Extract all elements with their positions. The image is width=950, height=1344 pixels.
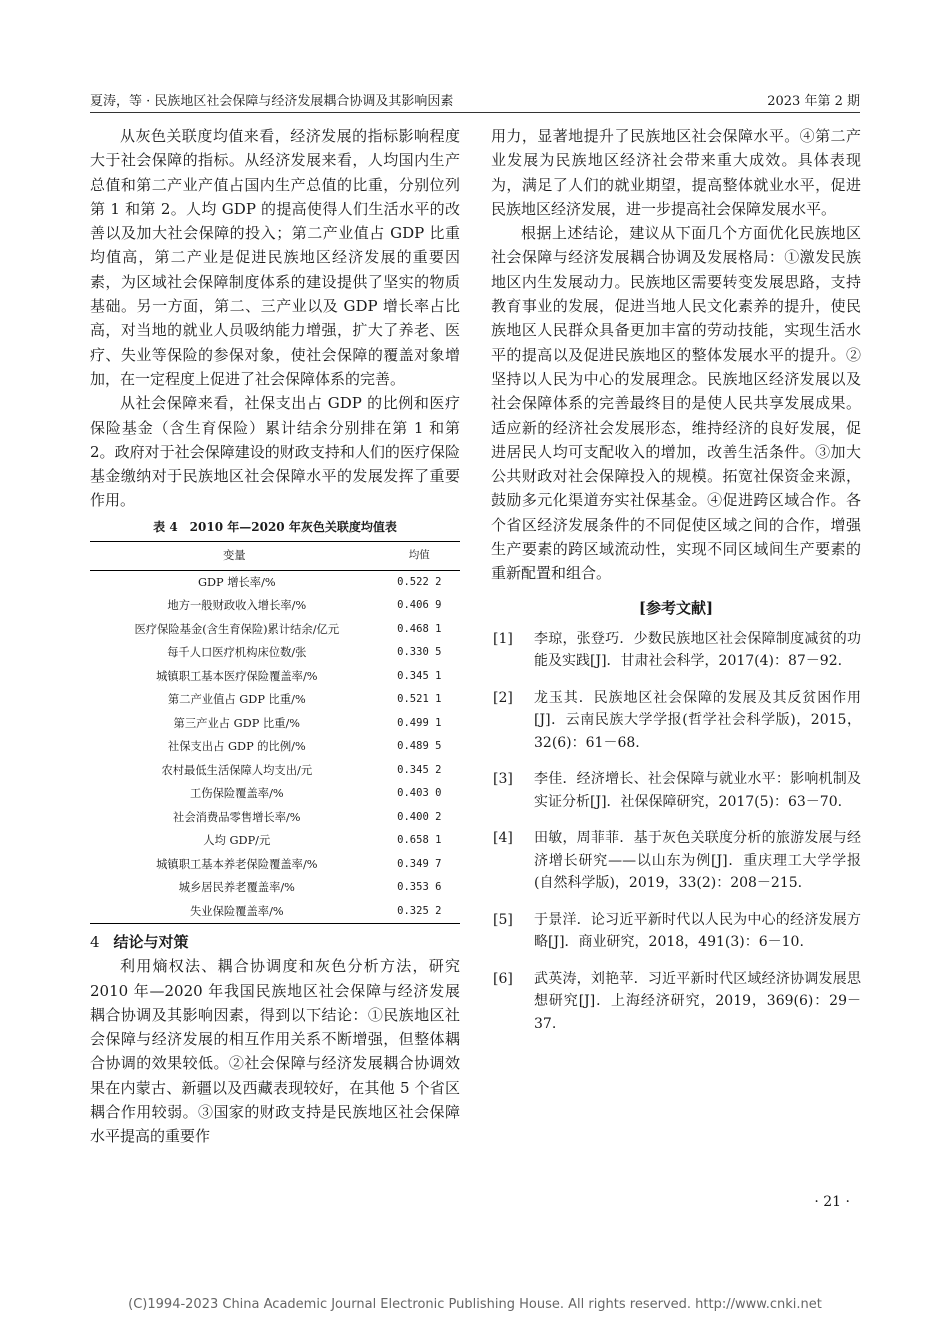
reference-text: 李佳．经济增长、社会保障与就业水平：影响机制及实证分析[J]．社保保障研究，2017(5)：63－70. <box>534 771 861 810</box>
table-cell-mean: 0.325 2 <box>397 904 442 917</box>
reference-text: 田敏，周菲菲．基于灰色关联度分析的旅游发展与经济增长研究——以山东为例[J]．重庆理工大学学报(自然科学版)，2019，33(2)：208－215. <box>534 830 861 892</box>
right-column <box>491 124 861 1049</box>
column-header-mean: 均值 <box>408 549 430 561</box>
page-number: · 21 · <box>814 1194 850 1210</box>
table-cell-variable: 社会消费品零售增长率/% <box>173 810 301 824</box>
table-row <box>90 829 460 853</box>
table-cell-mean: 0.353 6 <box>397 881 442 894</box>
table-row <box>90 735 460 759</box>
table-cell-mean: 0.658 1 <box>397 834 442 847</box>
section-number: 4 <box>90 933 100 952</box>
table-cell-variable: 第三产业占 GDP 比重/% <box>173 716 301 730</box>
table-cell-variable: GDP 增长率/% <box>197 575 276 589</box>
reference-index: [6] <box>493 970 513 987</box>
table-cell-variable: 地方一般财政收入增长率/% <box>167 599 307 613</box>
paragraph: 从社会保障来看，社保支出占 GDP 的比例和医疗保险基金（含生育保险）累计结余分别排在第 1 和第 2。政府对于社会保障建设的财政支持和人们的医疗保险基金缴纳对于民族地区社会保障水平的发展发挥了重要作用。 <box>90 394 460 510</box>
paragraph: 从灰色关联度均值来看，经济发展的指标影响程度大于社会保障的指标。从经济发展来看，人均国内生产总值和第二产业产值占国内生产总值的比重，分别位列第 1 和第 2。人均 GDP 的提高使得人们生活水平的改善以及加大社会保障的投入；第二产业值占 GDP 比重均值高，第二产业是促进民族地区经济发展的重要因素，为区域社会保障制度体系的建设提供了坚实的物质基础。另一方面，第二、三产业以及 GDP 增长率占比高，对当地的就业人员吸纳能力增强，扩大了养老、医疗、失业等保险的参保对象，使社会保障的覆盖对象增加，在一定程度上促进了社会保障体系的完善。 <box>90 127 460 388</box>
table-row <box>90 782 460 806</box>
table-cell-variable: 城乡居民养老覆盖率/% <box>178 881 295 895</box>
reference-item <box>491 827 861 895</box>
paragraph: 用力，显著地提升了民族地区社会保障水平。④第二产业发展为民族地区经济社会带来重大成效。具体表现为，满足了人们的就业期望，提高整体就业水平，促进民族地区经济发展，进一步提高社会保障发展水平。 <box>491 127 861 218</box>
table-cell-mean: 0.468 1 <box>397 622 442 635</box>
table-cell-variable: 失业保险覆盖率/% <box>189 904 284 918</box>
table-row <box>90 618 460 642</box>
reference-text: 于景洋．论习近平新时代以人民为中心的经济发展方略[J]．商业研究，2018，491(3)：6－10. <box>534 911 861 951</box>
table-cell-mean: 0.330 5 <box>397 646 442 659</box>
table-cell-mean: 0.522 2 <box>397 575 442 588</box>
table-row <box>90 900 460 924</box>
table-cell-variable: 工伤保险覆盖率/% <box>189 787 284 801</box>
table-cell-mean: 0.406 9 <box>397 599 442 612</box>
section-heading <box>90 930 460 954</box>
table-row <box>90 641 460 665</box>
table-cell-variable: 社保支出占 GDP 的比例/% <box>167 740 306 754</box>
reference-index: [5] <box>493 911 513 928</box>
reference-index: [1] <box>493 630 513 647</box>
table-cell-mean: 0.499 1 <box>397 716 442 729</box>
running-header <box>90 88 860 113</box>
table-cell-mean: 0.400 2 <box>397 810 442 823</box>
table-cell-mean: 0.403 0 <box>397 787 442 800</box>
table-cell-mean: 0.345 2 <box>397 763 442 776</box>
table-cell-variable: 农村最低生活保障人均支出/元 <box>161 763 313 777</box>
reference-text: 武英涛，刘艳苹．习近平新时代区域经济协调发展思想研究[J]．上海经济研究，2019，369(6)：29－37. <box>534 970 861 1032</box>
left-column <box>90 124 460 1149</box>
table-row <box>90 876 460 900</box>
reference-index: [3] <box>493 771 513 788</box>
table-cell-mean: 0.345 1 <box>397 669 442 682</box>
table-cell-variable: 人均 GDP/元 <box>203 834 271 848</box>
reference-list <box>491 628 861 1036</box>
reference-item <box>491 628 861 673</box>
table-row <box>90 759 460 783</box>
table-cell-variable: 每千人口医疗机构床位数/张 <box>167 646 307 660</box>
reference-text: 李琼，张登巧．少数民族地区社会保障制度减贫的功能及实践[J]．甘肃社会科学，2017(4)：87－92. <box>534 630 861 670</box>
reference-item <box>491 768 861 813</box>
table-caption: 表 4 2010 年—2020 年灰色关联度均值表 <box>153 519 397 534</box>
references-heading: [参考文献] <box>638 598 714 617</box>
paragraph: 根据上述结论，建议从下面几个方面优化民族地区社会保障与经济发展耦合协调及发展格局：①激发民族地区内生发展动力。民族地区需要转变发展思路，支持教育事业的发展，促进当地人民文化素养的提升，使民族地区人民群众具备更加丰富的劳动技能，实现生活水平的提高以及促进民族地区的整体发展水平的提升。②坚持以人民为中心的发展理念。民族地区经济发展以及社会保障体系的完善最终目的是使人民共享发展成果。适应新的经济社会发展形态，维持经济的良好发展，促进居民人均可支配收入的增加，改善生活条件。③加大公共财政对社会保障投入的规模。拓宽社保资金来源，鼓励多元化渠道夯实社保基金。④促进跨区域合作。各个省区经济发展条件的不同促使区域之间的合作，增强生产要素的跨区域流动性，实现不同区域间生产要素的重新配置和组合。 <box>491 224 861 583</box>
reference-index: [2] <box>493 689 513 706</box>
table-cell-variable: 医疗保险基金(含生育保险)累计结余/亿元 <box>134 622 340 636</box>
header-title: 夏涛，等 · 民族地区社会保障与经济发展耦合协调及其影响因素 <box>90 94 454 109</box>
table-cell-mean: 0.349 7 <box>397 857 442 870</box>
paragraph: 利用熵权法、耦合协调度和灰色分析方法，研究 2010 年—2020 年我国民族地区社会保障与经济发展耦合协调及其影响因素，得到以下结论：①民族地区社会保障与经济发展的相互作用关系不断增强，但整体耦合协调的效果较低。②社会保障与经济发展耦合协调效果在内蒙古、新疆以及西藏表现较好，在其他 5 个省区耦合作用较弱。③国家的财政支持是民族地区社会保障水平提高的重要作 <box>90 957 460 1146</box>
grey-relational-table <box>90 541 460 925</box>
reference-item <box>491 687 861 755</box>
reference-index: [4] <box>493 830 513 847</box>
table-row <box>90 594 460 618</box>
table-row <box>90 688 460 712</box>
table-row <box>90 665 460 689</box>
copyright-footer: (C)1994-2023 China Academic Journal Electronic Publishing House. All rights reserved. http://www.cnki.net <box>128 1297 822 1312</box>
table-cell-variable: 城镇职工基本医疗保险覆盖率/% <box>156 669 318 683</box>
reference-item <box>491 909 861 954</box>
table-row <box>90 712 460 736</box>
reference-text: 龙玉其．民族地区社会保障的发展及其反贫困作用[J]．云南民族大学学报(哲学社会科学版)，2015，32(6)：61－68. <box>534 689 861 751</box>
table-row <box>90 570 460 594</box>
table-cell-mean: 0.521 1 <box>397 693 442 706</box>
column-header-variable: 变量 <box>222 549 246 562</box>
table-cell-mean: 0.489 5 <box>397 740 442 753</box>
table-cell-variable: 城镇职工基本养老保险覆盖率/% <box>156 857 318 871</box>
header-issue: 2023 年第 2 期 <box>767 94 860 109</box>
reference-item <box>491 968 861 1036</box>
table-header-row <box>90 541 460 570</box>
section-title: 结论与对策 <box>113 933 189 952</box>
table-row <box>90 806 460 830</box>
table-cell-variable: 第二产业值占 GDP 比重/% <box>167 693 306 707</box>
table-row <box>90 853 460 877</box>
